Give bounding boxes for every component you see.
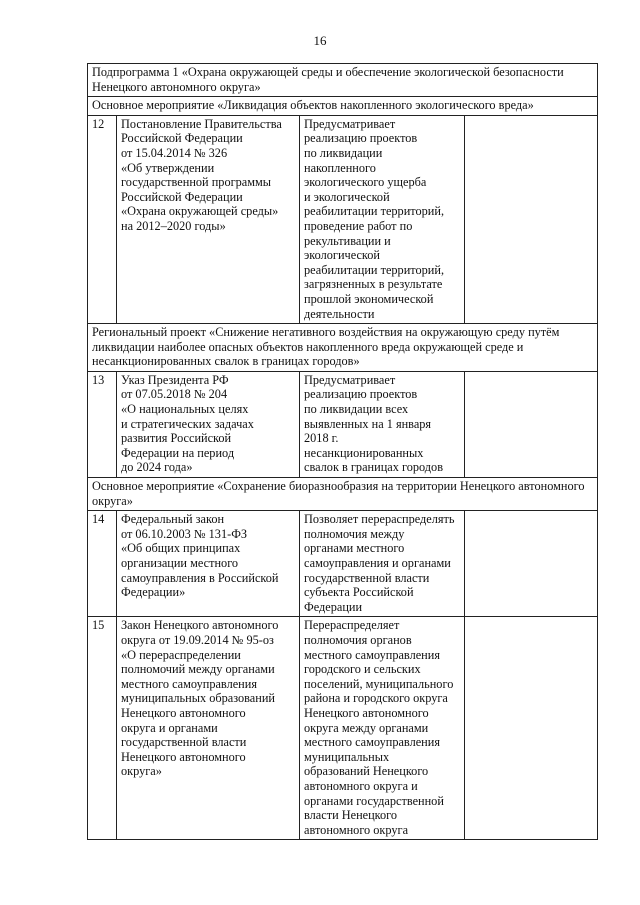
description-cell [300,115,465,323]
section-row [88,478,598,511]
row-number-cell [88,115,117,323]
document-text: Указ Президента РФ от 07.05.2018 № 204 «О национальных целях и стратегических задачах развития Российской Федерации на период до 2024 года» [121,372,254,475]
document-text: Закон Ненецкого автономного округа от 19.09.2014 № 95-оз «О перераспределении полномочий между органами местного самоуправления муниципальных образований Ненецкого автономного округа и органами государственной власти Ненецкого автономного округа» [121,618,279,779]
description-text: Позволяет перераспределять полномочия между органами местного самоуправления и органами государственной власти субъекта Российской Федерации [304,512,455,614]
empty-cell [465,371,598,477]
table-row [88,511,598,617]
description-text: Перераспределяет полномочия органов местного самоуправления городского и сельских поселений, муниципального района и городского округа Ненецкого автономного округа между органами местного самоуправления муниципальных образований Ненецкого автономного округа и органами государственной власти Ненецкого автономного округа [304,618,454,837]
section-heading-text: Подпрограмма 1 «Охрана окружающей среды и обеспечение экологической безопасности Ненецкого автономного округа» [92,65,564,94]
document-cell [117,115,300,323]
table-row [88,371,598,477]
description-text: Предусматривает реализацию проектов по ликвидации накопленного экологического ущерба и экологической реабилитации территорий, проведение работ по рекультивации и экологической реабилитации территорий, загрязненных в результате прошлой экономической деятельности [304,116,445,321]
section-heading [88,64,598,97]
page-number: 16 [313,33,327,48]
section-heading [88,478,598,511]
table-row [88,115,598,323]
section-row [88,97,598,116]
document-text: Федеральный закон от 06.10.2003 № 131-ФЗ «Об общих принципах организации местного самоуправления в Российской Федерации» [121,512,279,600]
empty-cell [465,511,598,617]
section-row [88,324,598,372]
section-heading [88,324,598,372]
section-heading-text: Основное мероприятие «Сохранение биоразнообразия на территории Ненецкого автономного округа» [92,479,585,508]
empty-cell [465,115,598,323]
row-number-cell [88,617,117,840]
document-text: Постановление Правительства Российской Федерации от 15.04.2014 № 326 «Об утверждении государственной программы Российской Федерации «Охрана окружающей среды» на 2012–2020 годы» [121,116,282,233]
description-text: Предусматривает реализацию проектов по ликвидации всех выявленных на 1 января 2018 г. несанкционированных свалок в границах городов [304,372,443,475]
row-number: 13 [92,372,105,387]
description-cell [300,617,465,840]
row-number: 14 [92,512,105,527]
empty-cell [465,617,598,840]
document-cell [117,617,300,840]
row-number-cell [88,511,117,617]
row-number: 15 [92,618,105,633]
section-heading-text: Региональный проект «Снижение негативного воздействия на окружающую среду путём ликвидации наиболее опасных объектов накопленного вреда окружающей среде и несанкционированных свалок в границах городов» [92,325,560,369]
table-row [88,617,598,840]
section-row [88,64,598,97]
section-heading [88,97,598,116]
legal-acts-table [87,63,598,840]
description-cell [300,511,465,617]
section-heading-text: Основное мероприятие «Ликвидация объектов накопленного экологического вреда» [92,98,534,113]
row-number-cell [88,371,117,477]
document-cell [117,511,300,617]
document-cell [117,371,300,477]
description-cell [300,371,465,477]
row-number: 12 [92,116,105,131]
